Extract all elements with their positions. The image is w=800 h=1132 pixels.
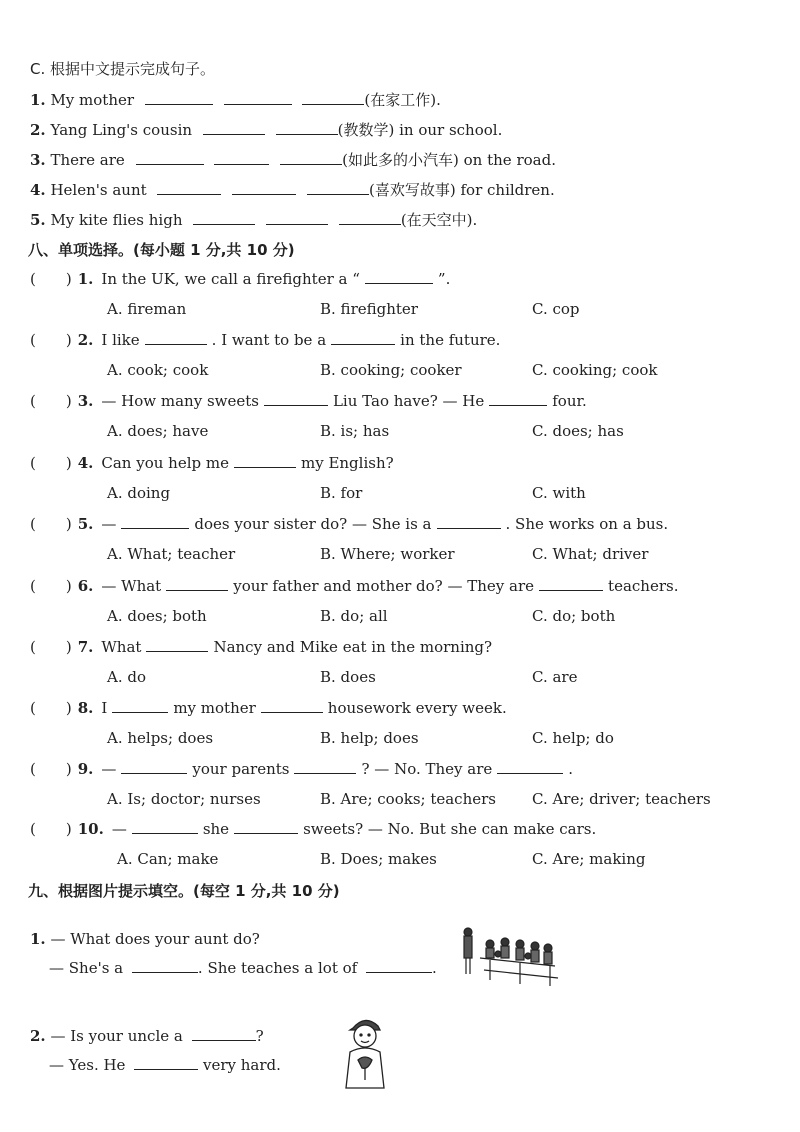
question-text: your father and mother do? — They are <box>233 577 535 595</box>
option-c[interactable]: C. What; driver <box>532 545 649 563</box>
item-text: — Yes. He <box>49 1056 126 1074</box>
option-a[interactable]: A. does; have <box>107 422 209 440</box>
answer-blank[interactable] <box>489 393 547 406</box>
c-item-2 <box>30 119 502 140</box>
question-text: Liu Tao have? — He <box>332 392 485 410</box>
question-row <box>30 270 450 288</box>
answer-blank[interactable] <box>134 1057 198 1070</box>
section-8-title: 八、单项选择。(每小题 1 分,共 10 分) <box>28 241 295 259</box>
hint-text: (教数学) <box>337 121 395 139</box>
picture-item-2-line2 <box>49 1056 281 1074</box>
question-text: Can you help me <box>101 454 229 472</box>
option-c[interactable]: C. with <box>532 484 586 502</box>
worker-illustration <box>340 1010 390 1090</box>
question-text: I like <box>101 331 140 349</box>
option-c[interactable]: C. Are; driver; teachers <box>532 790 711 808</box>
answer-blank[interactable] <box>276 122 338 135</box>
answer-blank[interactable] <box>339 212 401 225</box>
answer-blank[interactable] <box>365 271 433 284</box>
answer-blank[interactable] <box>132 821 198 834</box>
question-number: 2. <box>77 331 94 349</box>
answer-paren-open[interactable]: ( <box>30 270 36 288</box>
answer-blank[interactable] <box>112 700 168 713</box>
question-text: . She works on a bus. <box>505 515 669 533</box>
option-a[interactable]: A. doing <box>107 484 171 502</box>
question-row <box>30 454 394 472</box>
option-a[interactable]: A. cook; cook <box>107 361 209 379</box>
answer-paren-close: ) <box>65 515 72 533</box>
answer-paren-open[interactable]: ( <box>30 515 36 533</box>
question-text: . I want to be a <box>211 331 327 349</box>
question-number: 1. <box>77 270 94 288</box>
answer-blank[interactable] <box>132 960 198 973</box>
question-row <box>30 699 507 717</box>
option-b[interactable]: B. cooking; cooker <box>320 361 462 379</box>
question-row <box>30 515 668 533</box>
item-number: 5. <box>30 211 46 229</box>
item-text-post: in our school. <box>399 121 503 139</box>
item-text-post: on the road. <box>463 151 556 169</box>
option-a[interactable]: A. What; teacher <box>107 545 236 563</box>
answer-paren-close: ) <box>65 577 72 595</box>
question-row <box>30 760 573 778</box>
option-c[interactable]: C. does; has <box>532 422 624 440</box>
question-text: ? — No. They are <box>361 760 493 778</box>
answer-blank[interactable] <box>136 152 204 165</box>
question-text: housework every week. <box>327 699 507 717</box>
answer-paren-close: ) <box>65 699 72 717</box>
answer-blank[interactable] <box>264 393 328 406</box>
question-text: does your sister do? — She is a <box>194 515 432 533</box>
option-b[interactable]: B. Where; worker <box>320 545 455 563</box>
answer-blank[interactable] <box>166 578 228 591</box>
question-text: — How many sweets <box>101 392 259 410</box>
answer-blank[interactable] <box>280 152 342 165</box>
question-text: What <box>101 638 142 656</box>
question-number: 6. <box>77 577 94 595</box>
answer-paren-close: ) <box>65 392 72 410</box>
item-text: There are <box>50 151 125 169</box>
answer-blank[interactable] <box>193 212 255 225</box>
answer-blank[interactable] <box>234 455 296 468</box>
item-text: . She teaches a lot of <box>197 959 358 977</box>
item-text: Helen's aunt <box>50 181 147 199</box>
question-number: 8. <box>77 699 94 717</box>
answer-paren-open[interactable]: ( <box>30 392 36 410</box>
picture-item-1-line2 <box>49 959 437 977</box>
answer-blank[interactable] <box>146 639 208 652</box>
answer-blank[interactable] <box>261 700 323 713</box>
answer-paren-close: ) <box>65 331 72 349</box>
option-b[interactable]: B. Does; makes <box>320 850 437 868</box>
picture-item-2-line1 <box>30 1027 264 1045</box>
question-text: your parents <box>192 760 290 778</box>
answer-blank[interactable] <box>497 761 563 774</box>
answer-blank[interactable] <box>232 182 296 195</box>
answer-blank[interactable] <box>145 332 207 345</box>
c-item-5 <box>30 209 477 230</box>
answer-blank[interactable] <box>331 332 395 345</box>
question-text: — <box>101 515 117 533</box>
question-row <box>30 392 587 410</box>
option-b[interactable]: B. for <box>320 484 363 502</box>
question-row <box>30 331 500 349</box>
answer-paren-open[interactable]: ( <box>30 454 36 472</box>
question-row <box>30 577 678 595</box>
answer-blank[interactable] <box>234 821 298 834</box>
c-item-3 <box>30 149 556 170</box>
question-text: — <box>101 760 117 778</box>
item-text: . <box>431 959 437 977</box>
option-c[interactable]: C. help; do <box>532 729 614 747</box>
hint-text: (如此多的小汽车) <box>342 151 459 169</box>
option-b[interactable]: B. is; has <box>320 422 390 440</box>
hint-text: (喜欢写故事) <box>368 181 456 199</box>
hint-text: (在家工作). <box>364 91 441 109</box>
section-c-title: C. 根据中文提示完成句子。 <box>30 60 216 78</box>
item-text: — She's a <box>49 959 124 977</box>
answer-paren-open[interactable]: ( <box>30 760 36 778</box>
hint-text: (在天空中). <box>400 211 478 229</box>
answer-blank[interactable] <box>121 761 187 774</box>
question-text: sweets? — No. But she can make cars. <box>303 820 597 838</box>
question-number: 10. <box>77 820 104 838</box>
item-text-post: for children. <box>460 181 555 199</box>
question-text: — What <box>101 577 162 595</box>
option-a[interactable]: A. Can; make <box>117 850 219 868</box>
item-text: My kite flies high <box>50 211 183 229</box>
answer-blank[interactable] <box>214 152 269 165</box>
question-row <box>30 638 492 656</box>
option-a[interactable]: A. helps; does <box>107 729 214 747</box>
answer-paren-open[interactable]: ( <box>30 699 36 717</box>
question-text: In the UK, we call a firefighter a “ <box>101 270 360 288</box>
answer-blank[interactable] <box>224 92 292 105</box>
picture-item-1-line1 <box>30 930 260 948</box>
question-text: my mother <box>173 699 256 717</box>
option-c[interactable]: C. cop <box>532 300 580 318</box>
answer-blank[interactable] <box>437 516 501 529</box>
option-a[interactable]: A. does; both <box>107 607 207 625</box>
answer-paren-close: ) <box>65 638 72 656</box>
answer-blank[interactable] <box>203 122 265 135</box>
answer-blank[interactable] <box>157 182 221 195</box>
answer-paren-close: ) <box>65 820 72 838</box>
answer-paren-close: ) <box>65 454 72 472</box>
answer-blank[interactable] <box>121 516 189 529</box>
answer-blank[interactable] <box>294 761 356 774</box>
option-c[interactable]: C. Are; making <box>532 850 646 868</box>
item-text: My mother <box>50 91 135 109</box>
question-text: four. <box>552 392 587 410</box>
question-number: 7. <box>77 638 94 656</box>
option-c[interactable]: C. cooking; cook <box>532 361 658 379</box>
item-number: 1. <box>30 91 46 109</box>
item-number: 3. <box>30 151 46 169</box>
item-number: 4. <box>30 181 46 199</box>
question-text: . <box>568 760 574 778</box>
item-text: very hard. <box>203 1056 281 1074</box>
answer-blank[interactable] <box>302 92 364 105</box>
answer-blank[interactable] <box>266 212 328 225</box>
answer-paren-open[interactable]: ( <box>30 638 36 656</box>
option-a[interactable]: A. do <box>107 668 147 686</box>
option-a[interactable]: A. fireman <box>107 300 187 318</box>
question-number: 3. <box>77 392 94 410</box>
item-text: ? <box>255 1027 264 1045</box>
answer-blank[interactable] <box>307 182 369 195</box>
question-row <box>30 820 596 838</box>
item-number: 2. <box>30 121 46 139</box>
option-b[interactable]: B. Are; cooks; teachers <box>320 790 496 808</box>
question-text: ”. <box>437 270 451 288</box>
answer-blank[interactable] <box>192 1028 256 1041</box>
answer-paren-open[interactable]: ( <box>30 820 36 838</box>
question-number: 5. <box>77 515 94 533</box>
section-9-title: 九、根据图片提示填空。(每空 1 分,共 10 分) <box>28 882 340 900</box>
question-number: 9. <box>77 760 94 778</box>
option-b[interactable]: B. firefighter <box>320 300 418 318</box>
question-text: I <box>101 699 108 717</box>
question-text: she <box>202 820 230 838</box>
answer-paren-close: ) <box>65 270 72 288</box>
item-text: — Is your uncle a <box>50 1027 183 1045</box>
answer-paren-open[interactable]: ( <box>30 331 36 349</box>
answer-paren-open[interactable]: ( <box>30 577 36 595</box>
answer-blank[interactable] <box>539 578 603 591</box>
option-c[interactable]: C. do; both <box>532 607 616 625</box>
option-b[interactable]: B. help; does <box>320 729 419 747</box>
item-text: — What does your aunt do? <box>50 930 260 948</box>
item-number: 2. <box>30 1027 46 1045</box>
question-text: my English? <box>300 454 394 472</box>
question-text: teachers. <box>608 577 679 595</box>
question-text: Nancy and Mike eat in the morning? <box>213 638 493 656</box>
option-c[interactable]: C. are <box>532 668 578 686</box>
c-item-1 <box>30 89 441 110</box>
answer-blank[interactable] <box>366 960 432 973</box>
question-text: in the future. <box>400 331 501 349</box>
classroom-illustration <box>460 924 560 986</box>
answer-blank[interactable] <box>145 92 213 105</box>
answer-paren-close: ) <box>65 760 72 778</box>
option-b[interactable]: B. does <box>320 668 376 686</box>
option-a[interactable]: A. Is; doctor; nurses <box>107 790 261 808</box>
c-item-4 <box>30 179 555 200</box>
question-text: — <box>111 820 127 838</box>
item-number: 1. <box>30 930 46 948</box>
option-b[interactable]: B. do; all <box>320 607 388 625</box>
item-text: Yang Ling's cousin <box>50 121 193 139</box>
question-number: 4. <box>77 454 94 472</box>
